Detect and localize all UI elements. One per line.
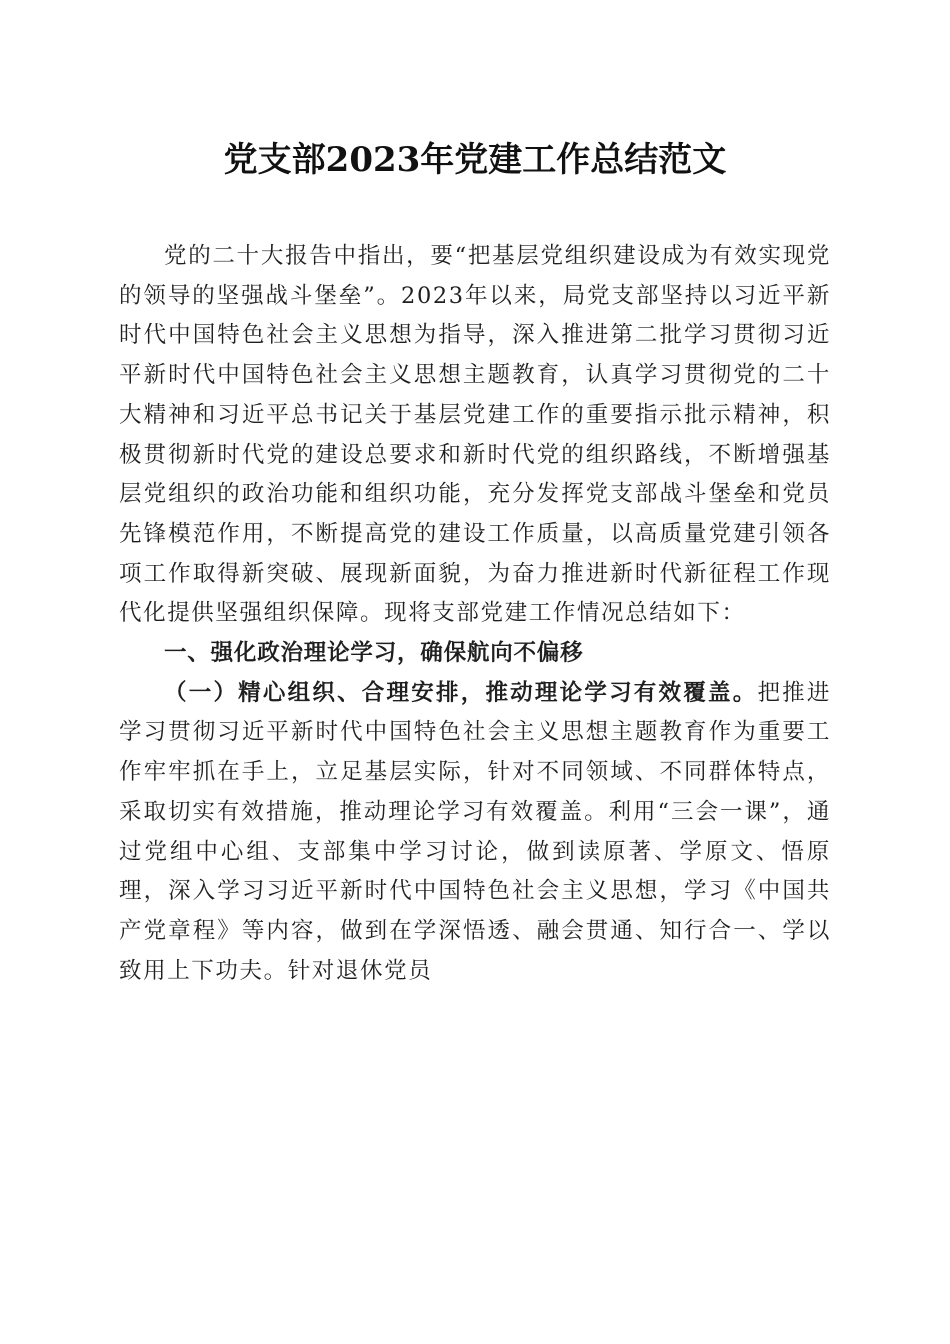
document-title: 党支部2023年党建工作总结范文 [223,140,727,180]
subsection-text: 把推进学习贯彻习近平新时代中国特色社会主义思想主题教育作为重要工作牢牢抓在手上，立足基层实际，针对不同领域、不同群体特点，采取切实有效措施，推动理论学习有效覆盖。利用“三会一课”，通过党组中心组、支部集中学习讨论，做到读原著、学原文、悟原理，深入学习习近平新时代中国特色社会主义思想，学习《中国共产党章程》等内容，做到在学深悟透、融会贯通、知行合一、学以致用上下功夫。针对退休党员 [119,679,831,984]
subsection-paragraph [119,674,831,992]
section-heading: 一、强化政治理论学习，确保航向不偏移 [164,640,584,667]
subsection-heading: （一）精心组织、合理安排，推动理论学习有效覆盖。 [164,679,758,706]
document-body [119,237,831,991]
intro-paragraph: 党的二十大报告中指出，要“把基层党组织建设成为有效实现党的领导的坚强战斗堡垒”。2023年以来，局党支部坚持以习近平新时代中国特色社会主义思想为指导，深入推进第二批学习贯彻习近平新时代中国特色社会主义思想主题教育，认真学习贯彻党的二十大精神和习近平总书记关于基层党建工作的重要指示批示精神，积极贯彻新时代党的建设总要求和新时代党的组织路线，不断增强基层党组织的政治功能和组织功能，充分发挥党支部战斗堡垒和党员先锋模范作用，不断提高党的建设工作质量，以高质量党建引领各项工作取得新突破、展现新面貌，为奋力推进新时代新征程工作现代化提供坚强组织保障。现将支部党建工作情况总结如下： [119,243,831,627]
